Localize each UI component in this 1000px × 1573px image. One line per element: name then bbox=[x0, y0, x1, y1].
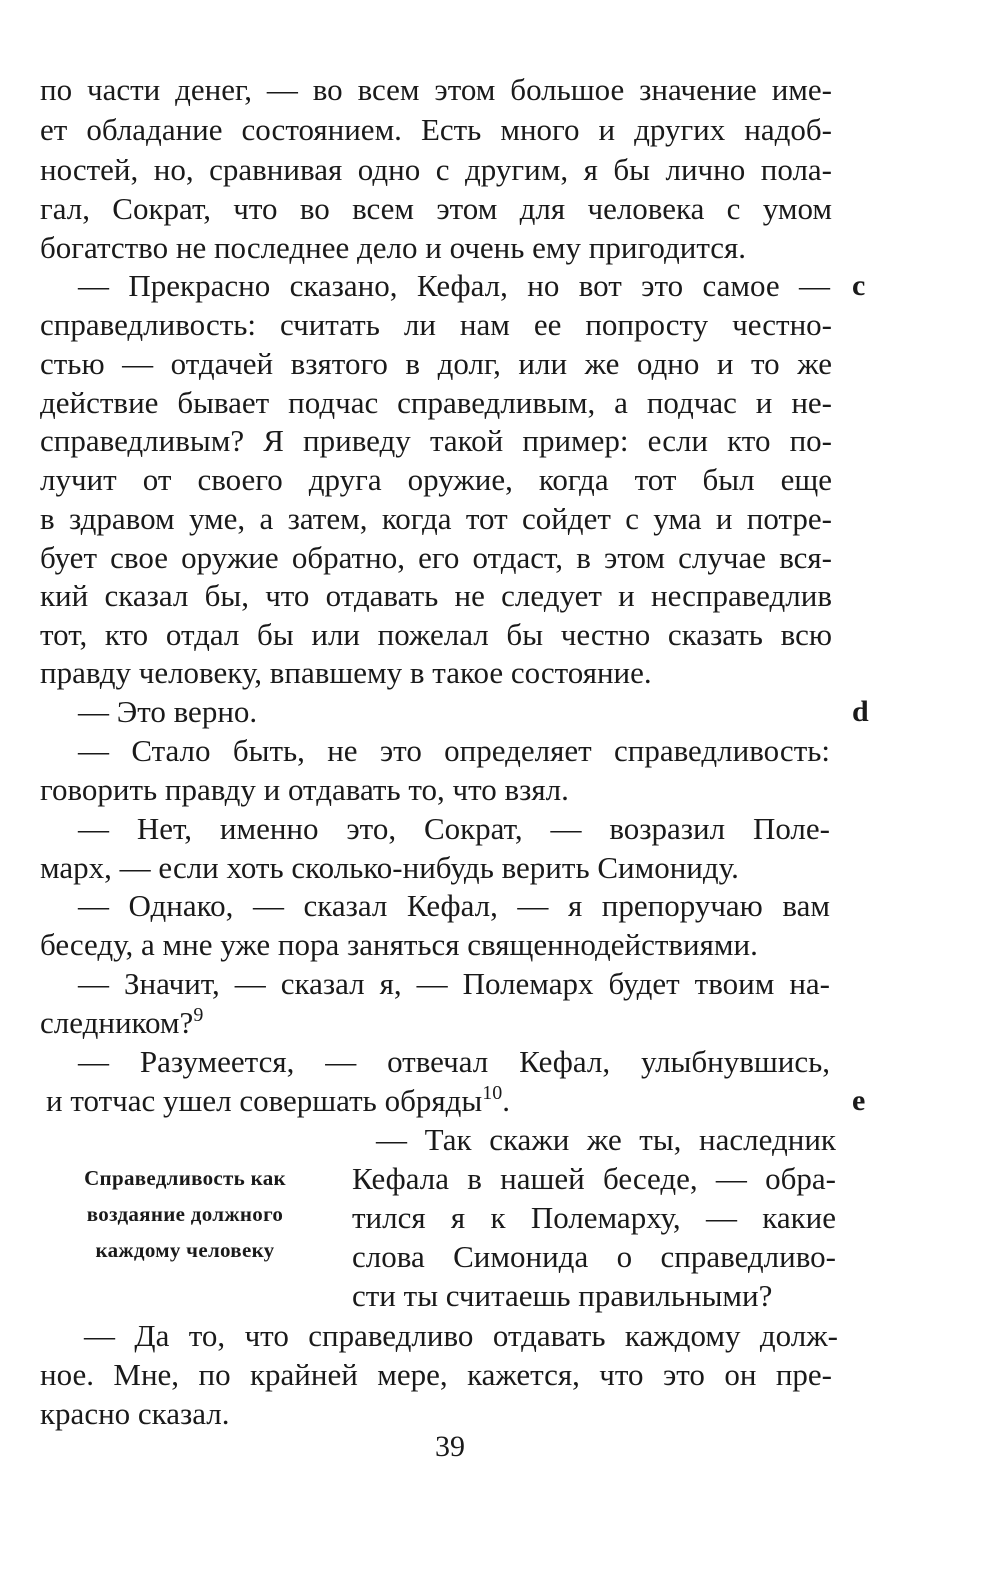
text-line: ностей, но, сравнивая одно с другим, я бы лично пола- bbox=[40, 152, 832, 187]
margin-letter-d: d bbox=[852, 695, 869, 728]
text-line: — Значит, — сказал я, — Полемарх будет твоим на- bbox=[78, 966, 830, 1001]
text-line: — Однако, — сказал Кефал, — я препоручаю вам bbox=[78, 888, 830, 923]
margin-letter-c: c bbox=[852, 269, 866, 302]
sidenote-line: каждому человеку bbox=[95, 1238, 275, 1262]
text-line: стью — отдачей взятого в долг, или же одно и то же bbox=[40, 346, 832, 381]
text-line: в здравом уме, а затем, когда тот сойдет с ума и потре- bbox=[40, 501, 832, 536]
text-line: ное. Мне, по крайней мере, кажется, что это он пре- bbox=[40, 1357, 832, 1392]
text-line: — Нет, именно это, Сократ, — возразил Поле- bbox=[78, 811, 830, 846]
text-line: слова Симонида о справедливо- bbox=[352, 1239, 836, 1274]
text-line: беседу, а мне уже пора заняться священнодействиями. bbox=[40, 927, 758, 962]
text-line: тился я к Полемарху, — какие bbox=[352, 1200, 836, 1235]
text-line: справедливым? Я приведу такой пример: если кто по- bbox=[40, 423, 832, 458]
text-line: правду человеку, впавшему в такое состояние. bbox=[40, 655, 652, 690]
margin-sidenote bbox=[40, 1160, 330, 1268]
text-line: лучит от своего друга оружие, когда тот был еще bbox=[40, 462, 832, 497]
text-line: сти ты считаешь правильными? bbox=[352, 1278, 773, 1313]
text-line: — Стало быть, не это определяет справедливость: bbox=[78, 733, 830, 768]
text-line: действие бывает подчас справедливым, а подчас и не- bbox=[40, 385, 832, 420]
text-fragment: следником? bbox=[40, 1005, 194, 1040]
text-line: по части денег, — во всем этом большое значение име- bbox=[40, 72, 832, 107]
margin-letter-e: e bbox=[852, 1084, 866, 1117]
text-line: — Так скажи же ты, наследник bbox=[376, 1122, 836, 1157]
text-line: справедливость: считать ли нам ее попросту честно- bbox=[40, 307, 832, 342]
text-line: тот, кто отдал бы или пожелал бы честно сказать всю bbox=[40, 617, 832, 652]
sidenote-line: Справедливость как bbox=[84, 1166, 286, 1190]
text-line bbox=[40, 1003, 832, 1043]
text-line: говорить правду и отдавать то, что взял. bbox=[40, 772, 569, 807]
text-fragment: и тотчас ушел совершать обряды bbox=[46, 1083, 483, 1118]
text-line: ет обладание состоянием. Есть много и других надоб- bbox=[40, 112, 832, 147]
text-line: Кефала в нашей беседе, — обра- bbox=[352, 1161, 836, 1196]
text-line: красно сказал. bbox=[40, 1396, 230, 1431]
text-line: — Разумеется, — отвечал Кефал, улыбнувшись, bbox=[78, 1044, 830, 1079]
footnote-ref-10: 10 bbox=[482, 1082, 503, 1104]
text-fragment: . bbox=[502, 1083, 510, 1118]
footnote-ref-9: 9 bbox=[193, 1004, 204, 1026]
text-line: гал, Сократ, что во всем этом для человека с умом bbox=[40, 191, 832, 226]
page-number: 39 bbox=[435, 1430, 465, 1463]
sidenote-line: воздаяние должного bbox=[86, 1202, 284, 1226]
text-line: богатство не последнее дело и очень ему пригодится. bbox=[40, 230, 747, 265]
text-line: — Прекрасно сказано, Кефал, но вот это самое — bbox=[78, 268, 830, 303]
text-line bbox=[46, 1081, 838, 1121]
text-line: бует свое оружие обратно, его отдаст, в этом случае вся- bbox=[40, 540, 832, 575]
text-line: кий сказал бы, что отдавать не следует и несправедлив bbox=[40, 578, 832, 613]
text-line: марх, — если хоть сколько-нибудь верить Симониду. bbox=[40, 850, 739, 885]
text-line: — Это верно. bbox=[78, 694, 258, 729]
text-line: — Да то, что справедливо отдавать каждому долж- bbox=[84, 1318, 838, 1353]
